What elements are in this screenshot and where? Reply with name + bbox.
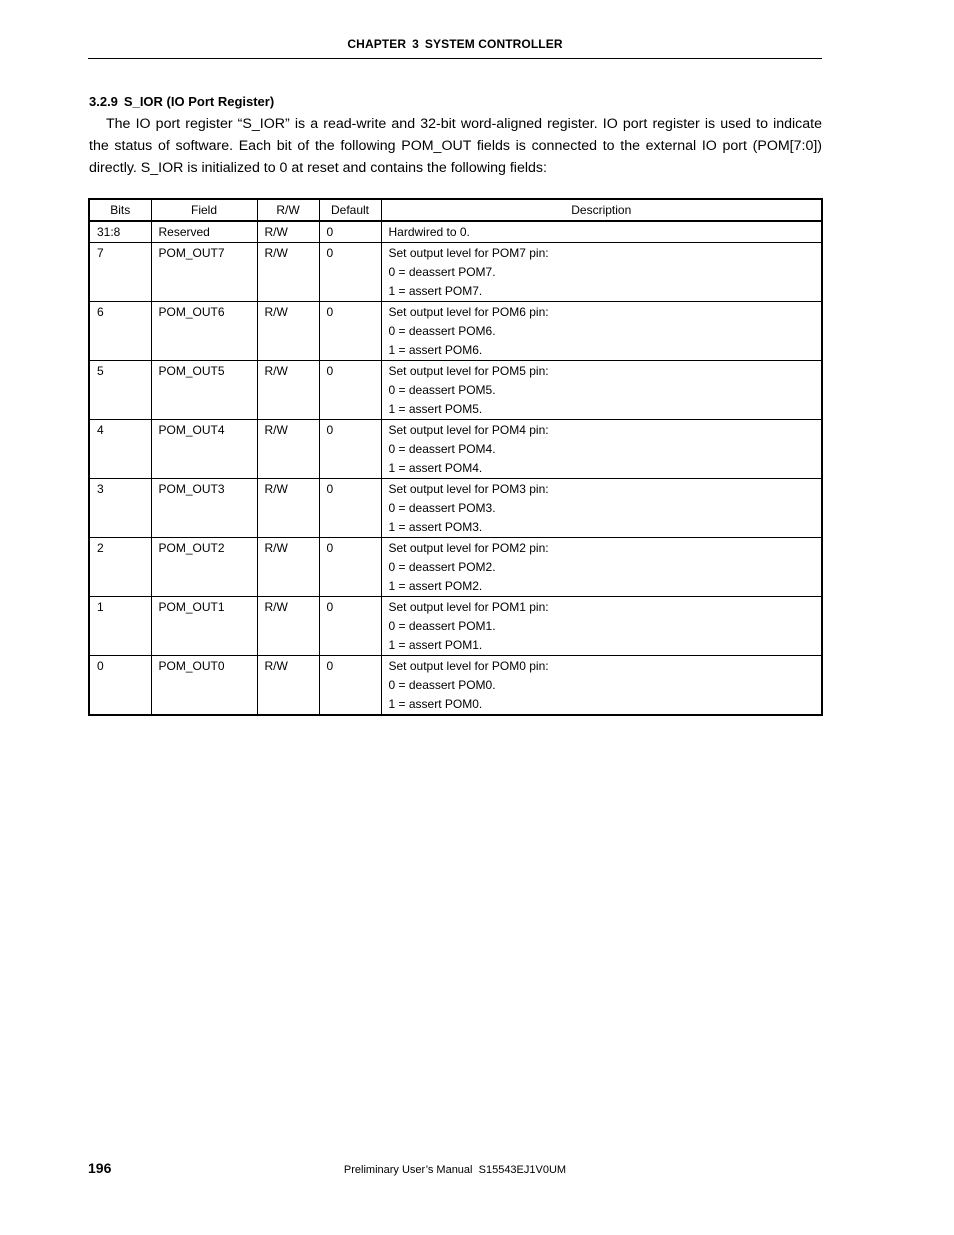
section-title: S_IOR (IO Port Register)	[123, 94, 275, 109]
cell-rw: R/W	[257, 420, 319, 479]
chapter-number: 3	[412, 37, 419, 51]
cell-field: POM_OUT7	[151, 243, 257, 302]
cell-description	[381, 243, 822, 302]
cell-default: 0	[319, 302, 381, 361]
description-line: Set output level for POM6 pin:	[388, 305, 549, 319]
cell-default: 0	[319, 361, 381, 420]
column-header-default: Default	[319, 199, 381, 221]
header-rule	[88, 58, 822, 59]
cell-rw: R/W	[257, 538, 319, 597]
cell-rw: R/W	[257, 656, 319, 716]
description-line: 1 = assert POM7.	[388, 284, 483, 298]
description-line: 1 = assert POM1.	[388, 638, 483, 652]
intro-text: The IO port register “S_IOR” is a read-write and 32-bit word-aligned register. IO port register is used to indicate the status of software. Each bit of the following POM_OUT fields is connected to the external IO port (POM[7:0]) directly. S_IOR is initialized to 0 at reset and contains the following fields:	[89, 116, 822, 176]
description-line: 1 = assert POM3.	[388, 520, 483, 534]
table-row	[89, 302, 822, 361]
cell-rw: R/W	[257, 243, 319, 302]
cell-field: POM_OUT5	[151, 361, 257, 420]
cell-rw: R/W	[257, 221, 319, 243]
description-line: 0 = deassert POM2.	[388, 560, 496, 574]
cell-bits: 2	[89, 538, 151, 597]
cell-field: POM_OUT6	[151, 302, 257, 361]
footer-manual	[88, 1164, 822, 1176]
table-header-row	[89, 199, 822, 221]
cell-description	[381, 597, 822, 656]
cell-default: 0	[319, 538, 381, 597]
description-line: 0 = deassert POM3.	[388, 501, 496, 515]
cell-description	[381, 361, 822, 420]
description-line: 1 = assert POM6.	[388, 343, 483, 357]
column-header-field: Field	[151, 199, 257, 221]
cell-bits: 7	[89, 243, 151, 302]
cell-field: POM_OUT0	[151, 656, 257, 716]
cell-description	[381, 656, 822, 716]
description-line: 0 = deassert POM5.	[388, 383, 496, 397]
cell-description	[381, 221, 822, 243]
cell-default: 0	[319, 420, 381, 479]
table-row	[89, 361, 822, 420]
cell-field: Reserved	[151, 221, 257, 243]
description-line: Set output level for POM0 pin:	[388, 659, 549, 673]
description-line: Set output level for POM2 pin:	[388, 541, 549, 555]
manual-title: Preliminary User’s Manual	[343, 1164, 473, 1176]
description-line: Set output level for POM3 pin:	[388, 482, 549, 496]
cell-description	[381, 420, 822, 479]
register-field-table	[88, 198, 823, 716]
chapter-title: SYSTEM CONTROLLER	[424, 37, 563, 51]
cell-field: POM_OUT1	[151, 597, 257, 656]
table-row	[89, 243, 822, 302]
table-row	[89, 420, 822, 479]
description-line: Hardwired to 0.	[388, 225, 470, 239]
cell-default: 0	[319, 597, 381, 656]
description-line: 0 = deassert POM1.	[388, 619, 496, 633]
description-line: 0 = deassert POM0.	[388, 678, 496, 692]
table-row	[89, 597, 822, 656]
description-line: Set output level for POM1 pin:	[388, 600, 549, 614]
intro-paragraph	[89, 113, 822, 179]
description-line: Set output level for POM4 pin:	[388, 423, 549, 437]
cell-rw: R/W	[257, 597, 319, 656]
cell-bits: 31:8	[89, 221, 151, 243]
column-header-rw: R/W	[257, 199, 319, 221]
cell-field: POM_OUT3	[151, 479, 257, 538]
section-heading	[89, 94, 274, 109]
chapter-label: CHAPTER	[347, 37, 407, 51]
column-header-description: Description	[381, 199, 822, 221]
cell-bits: 0	[89, 656, 151, 716]
table-row	[89, 538, 822, 597]
cell-default: 0	[319, 656, 381, 716]
description-line: 1 = assert POM2.	[388, 579, 483, 593]
cell-bits: 1	[89, 597, 151, 656]
cell-bits: 4	[89, 420, 151, 479]
cell-field: POM_OUT4	[151, 420, 257, 479]
chapter-header	[88, 37, 822, 51]
document-code: S15543EJ1V0UM	[478, 1164, 567, 1176]
description-line: 1 = assert POM5.	[388, 402, 483, 416]
cell-bits: 6	[89, 302, 151, 361]
cell-bits: 3	[89, 479, 151, 538]
section-number: 3.2.9	[89, 94, 118, 109]
table-row	[89, 221, 822, 243]
table-row	[89, 656, 822, 716]
table-body	[89, 221, 822, 715]
description-line: 0 = deassert POM6.	[388, 324, 496, 338]
cell-default: 0	[319, 221, 381, 243]
page-number: 196	[88, 1160, 112, 1176]
cell-default: 0	[319, 479, 381, 538]
cell-default: 0	[319, 243, 381, 302]
cell-rw: R/W	[257, 302, 319, 361]
description-line: 1 = assert POM0.	[388, 697, 483, 711]
description-line: Set output level for POM7 pin:	[388, 246, 549, 260]
description-line: 0 = deassert POM7.	[388, 265, 496, 279]
table-row	[89, 479, 822, 538]
description-line: 0 = deassert POM4.	[388, 442, 496, 456]
description-line: Set output level for POM5 pin:	[388, 364, 549, 378]
cell-bits: 5	[89, 361, 151, 420]
description-line: 1 = assert POM4.	[388, 461, 483, 475]
cell-description	[381, 538, 822, 597]
cell-field: POM_OUT2	[151, 538, 257, 597]
cell-rw: R/W	[257, 361, 319, 420]
cell-rw: R/W	[257, 479, 319, 538]
column-header-bits: Bits	[89, 199, 151, 221]
cell-description	[381, 479, 822, 538]
cell-description	[381, 302, 822, 361]
